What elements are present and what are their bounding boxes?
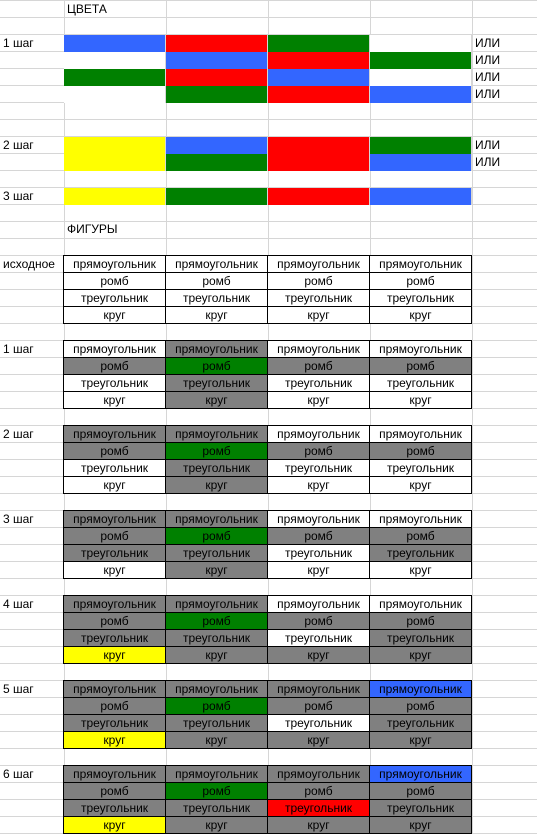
or-label[interactable]: ИЛИ (475, 36, 501, 50)
figure-cell[interactable]: круг (370, 562, 472, 579)
color-cell-blue[interactable] (370, 86, 472, 103)
figure-cell[interactable]: треугольник (64, 715, 166, 732)
figure-cell[interactable]: треугольник (166, 375, 268, 392)
figure-cell[interactable]: прямоугольник (370, 766, 472, 783)
color-cell-blue[interactable] (166, 137, 268, 154)
figure-cell[interactable]: ромб (166, 613, 268, 630)
figure-step-label[interactable]: 2 шаг (3, 427, 34, 441)
figure-cell[interactable]: ромб (64, 443, 166, 460)
color-cell-red[interactable] (166, 69, 268, 86)
color-cell-blue[interactable] (268, 69, 370, 86)
color-step-label[interactable]: 1 шаг (3, 36, 34, 50)
figure-cell[interactable]: треугольник (268, 375, 370, 392)
figure-step-label[interactable]: 3 шаг (3, 512, 34, 526)
color-cell-yellow[interactable] (64, 154, 166, 171)
figure-cell[interactable]: ромб (370, 613, 472, 630)
figure-cell[interactable]: треугольник (268, 460, 370, 477)
figure-cell[interactable]: круг (166, 307, 268, 324)
figure-cell[interactable]: круг (64, 817, 166, 834)
figure-cell[interactable]: треугольник (370, 460, 472, 477)
figure-cell[interactable]: круг (370, 392, 472, 409)
colors-title[interactable]: ЦВЕТА (67, 2, 107, 16)
figure-cell[interactable]: круг (64, 392, 166, 409)
figure-cell[interactable]: ромб (370, 528, 472, 545)
figure-cell[interactable]: прямоугольник (166, 511, 268, 528)
color-step-label[interactable]: 2 шаг (3, 138, 34, 152)
figure-cell[interactable]: прямоугольник (370, 596, 472, 613)
figure-cell[interactable]: прямоугольник (64, 766, 166, 783)
figure-cell[interactable]: треугольник (370, 800, 472, 817)
color-cell-red[interactable] (268, 188, 370, 205)
figure-cell[interactable]: прямоугольник (268, 256, 370, 273)
color-cell-white[interactable] (64, 52, 166, 69)
color-cell-green[interactable] (268, 35, 370, 52)
figure-cell[interactable]: треугольник (370, 375, 472, 392)
or-label[interactable]: ИЛИ (475, 53, 501, 67)
figure-cell[interactable]: треугольник (370, 290, 472, 307)
grid-row-line (0, 119, 537, 120)
figure-cell[interactable]: треугольник (268, 630, 370, 647)
color-cell-red[interactable] (166, 35, 268, 52)
figure-step-label[interactable]: 5 шаг (3, 682, 34, 696)
figure-cell[interactable]: треугольник (268, 290, 370, 307)
figure-step-label[interactable]: 1 шаг (3, 342, 34, 356)
figure-cell[interactable]: круг (370, 307, 472, 324)
figure-cell[interactable]: прямоугольник (370, 681, 472, 698)
figure-cell[interactable]: ромб (268, 528, 370, 545)
figure-cell[interactable]: круг (64, 562, 166, 579)
figure-cell[interactable]: треугольник (166, 800, 268, 817)
color-cell-yellow[interactable] (64, 137, 166, 154)
figure-cell[interactable]: круг (64, 477, 166, 494)
grid-row-line (0, 238, 537, 239)
color-step-label[interactable]: 3 шаг (3, 189, 34, 203)
figure-cell[interactable]: ромб (370, 443, 472, 460)
figure-cell[interactable]: ромб (166, 273, 268, 290)
figure-cell[interactable]: круг (166, 392, 268, 409)
figure-cell[interactable]: треугольник (64, 630, 166, 647)
figure-cell[interactable]: ромб (64, 698, 166, 715)
figure-cell[interactable]: треугольник (370, 715, 472, 732)
figure-cell[interactable]: треугольник (370, 630, 472, 647)
figure-cell[interactable]: круг (64, 307, 166, 324)
figure-step-label[interactable]: 4 шаг (3, 597, 34, 611)
color-cell-blue[interactable] (166, 52, 268, 69)
figure-cell[interactable]: круг (268, 647, 370, 664)
figure-cell[interactable]: круг (166, 562, 268, 579)
color-cell-green[interactable] (166, 154, 268, 171)
figure-step-label[interactable]: 6 шаг (3, 767, 34, 781)
figure-cell[interactable]: круг (268, 477, 370, 494)
figure-cell[interactable]: ромб (166, 698, 268, 715)
color-cell-red[interactable] (268, 86, 370, 103)
figure-cell[interactable]: ромб (370, 698, 472, 715)
figure-cell[interactable]: круг (268, 732, 370, 749)
color-cell-blue[interactable] (370, 154, 472, 171)
color-cell-red[interactable] (268, 52, 370, 69)
figure-cell[interactable]: прямоугольник (64, 256, 166, 273)
figure-cell[interactable]: ромб (268, 273, 370, 290)
color-cell-yellow[interactable] (64, 188, 166, 205)
figure-cell[interactable]: прямоугольник (166, 766, 268, 783)
figure-cell[interactable]: прямоугольник (268, 766, 370, 783)
figure-cell[interactable]: круг (166, 817, 268, 834)
figure-cell[interactable]: прямоугольник (64, 341, 166, 358)
figure-cell[interactable]: прямоугольник (64, 596, 166, 613)
figure-cell[interactable]: ромб (166, 528, 268, 545)
color-cell-green[interactable] (370, 52, 472, 69)
figure-cell[interactable]: ромб (268, 358, 370, 375)
color-cell-white[interactable] (370, 35, 472, 52)
color-cell-white[interactable] (64, 86, 166, 103)
figure-cell[interactable]: ромб (268, 698, 370, 715)
figure-cell[interactable]: ромб (64, 783, 166, 800)
figure-cell[interactable]: прямоугольник (166, 341, 268, 358)
figure-cell[interactable]: прямоугольник (370, 341, 472, 358)
figure-cell[interactable]: прямоугольник (268, 511, 370, 528)
figure-cell[interactable]: прямоугольник (64, 681, 166, 698)
figure-cell[interactable]: треугольник (166, 545, 268, 562)
figure-cell[interactable]: прямоугольник (268, 681, 370, 698)
figure-cell[interactable]: прямоугольник (64, 511, 166, 528)
figure-cell[interactable]: треугольник (166, 460, 268, 477)
figure-cell[interactable]: прямоугольник (370, 256, 472, 273)
figure-cell[interactable]: прямоугольник (166, 596, 268, 613)
color-cell-red[interactable] (268, 137, 370, 154)
figure-cell[interactable]: круг (64, 732, 166, 749)
figure-cell[interactable]: прямоугольник (268, 341, 370, 358)
figure-cell[interactable]: круг (268, 562, 370, 579)
figure-cell[interactable]: ромб (64, 358, 166, 375)
color-cell-white[interactable] (370, 69, 472, 86)
figure-cell[interactable]: треугольник (166, 290, 268, 307)
figure-cell[interactable]: прямоугольник (166, 426, 268, 443)
color-cell-green[interactable] (166, 86, 268, 103)
figure-cell[interactable]: прямоугольник (166, 256, 268, 273)
figure-cell[interactable]: прямоугольник (166, 681, 268, 698)
figure-cell[interactable]: прямоугольник (370, 426, 472, 443)
figure-cell[interactable]: треугольник (166, 630, 268, 647)
figure-cell[interactable]: круг (268, 307, 370, 324)
color-cell-blue[interactable] (370, 188, 472, 205)
figure-cell[interactable]: ромб (166, 443, 268, 460)
figure-cell[interactable]: треугольник (268, 800, 370, 817)
color-cell-green[interactable] (370, 137, 472, 154)
grid-column-line (472, 0, 473, 834)
figure-cell[interactable]: ромб (268, 613, 370, 630)
figure-cell[interactable]: треугольник (268, 545, 370, 562)
figure-cell[interactable]: круг (370, 817, 472, 834)
figure-cell[interactable]: прямоугольник (268, 426, 370, 443)
figure-cell[interactable]: треугольник (64, 800, 166, 817)
figure-cell[interactable]: ромб (166, 358, 268, 375)
figure-cell[interactable]: треугольник (268, 715, 370, 732)
color-cell-red[interactable] (268, 154, 370, 171)
figure-cell[interactable]: круг (268, 817, 370, 834)
or-label[interactable]: ИЛИ (475, 155, 501, 169)
figure-cell[interactable]: ромб (268, 443, 370, 460)
color-cell-green[interactable] (166, 188, 268, 205)
figure-cell[interactable]: ромб (64, 613, 166, 630)
figure-cell[interactable]: треугольник (64, 460, 166, 477)
figure-cell[interactable]: треугольник (64, 375, 166, 392)
figure-cell[interactable]: ромб (370, 358, 472, 375)
figure-cell[interactable]: треугольник (370, 545, 472, 562)
figure-cell[interactable]: ромб (268, 783, 370, 800)
or-label[interactable]: ИЛИ (475, 138, 501, 152)
figure-cell[interactable]: прямоугольник (268, 596, 370, 613)
figure-cell[interactable]: прямоугольник (64, 426, 166, 443)
or-label[interactable]: ИЛИ (475, 70, 501, 84)
figure-cell[interactable]: треугольник (64, 290, 166, 307)
figure-cell[interactable]: ромб (64, 528, 166, 545)
color-cell-blue[interactable] (64, 35, 166, 52)
figure-cell[interactable]: ромб (64, 273, 166, 290)
figures-title[interactable]: ФИГУРЫ (67, 222, 118, 236)
figure-cell[interactable]: круг (268, 392, 370, 409)
figure-cell[interactable]: круг (370, 477, 472, 494)
or-label[interactable]: ИЛИ (475, 87, 501, 101)
figure-cell[interactable]: треугольник (64, 545, 166, 562)
figure-cell[interactable]: круг (166, 477, 268, 494)
figure-cell[interactable]: ромб (166, 783, 268, 800)
figure-step-label[interactable]: исходное (3, 257, 55, 271)
figure-cell[interactable]: круг (166, 732, 268, 749)
figure-cell[interactable]: круг (370, 647, 472, 664)
figure-cell[interactable]: ромб (370, 273, 472, 290)
figure-cell[interactable]: круг (166, 647, 268, 664)
color-cell-green[interactable] (64, 69, 166, 86)
figure-cell[interactable]: круг (370, 732, 472, 749)
figure-cell[interactable]: ромб (370, 783, 472, 800)
figure-cell[interactable]: прямоугольник (370, 511, 472, 528)
figure-cell[interactable]: треугольник (166, 715, 268, 732)
figure-cell[interactable]: круг (64, 647, 166, 664)
